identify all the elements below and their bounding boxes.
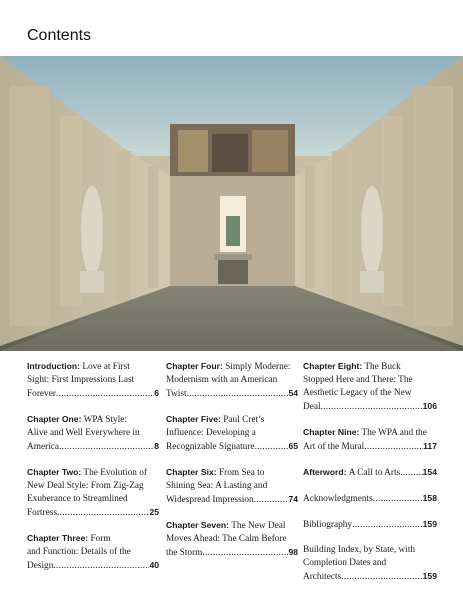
chapter-title-line: Completion Dates and <box>303 558 387 568</box>
dot-leader <box>187 388 289 401</box>
page-number: 159 <box>422 519 437 529</box>
chapter-title-line: Aesthetic Legacy of the New <box>303 388 412 398</box>
chapter-title-line: Love at First <box>82 362 130 372</box>
toc-column-1 <box>27 360 159 585</box>
chapter-label: Chapter Five: <box>166 414 221 424</box>
chapter-title-line: WPA Style: <box>83 415 127 425</box>
chapter-title-line: Shining Sea: A Lasting and <box>166 481 268 491</box>
page-number: 98 <box>288 547 298 557</box>
chapter-title-line: Recognizable Signature <box>166 442 255 452</box>
chapter-title-line: the Storm <box>166 548 203 558</box>
page-number: 158 <box>422 493 437 503</box>
toc-entry[interactable] <box>166 360 298 401</box>
page-number: 65 <box>288 441 298 451</box>
toc-entry[interactable] <box>166 519 298 560</box>
toc-entry[interactable] <box>27 413 159 454</box>
chapter-label: Chapter Four: <box>166 361 223 371</box>
page-number: 54 <box>288 388 298 398</box>
chapter-title-line: Fortress <box>27 508 57 518</box>
dot-leader <box>59 441 154 454</box>
toc-entry[interactable] <box>27 466 159 520</box>
dot-leader <box>341 571 422 584</box>
chapter-title-line: Sight: First Impressions Last <box>27 375 135 385</box>
page-number: 106 <box>422 401 437 411</box>
chapter-title-line: America <box>27 442 60 452</box>
toc-entry[interactable] <box>27 360 159 401</box>
chapter-title-line: Exuberance to Streamlined <box>27 494 128 504</box>
dot-leader <box>53 560 149 573</box>
toc-entry[interactable] <box>303 492 437 506</box>
chapter-title-line: A Call to Arts <box>348 468 401 478</box>
museum-hall-photo <box>0 56 463 351</box>
page-number: 117 <box>423 441 437 451</box>
chapter-title-line: New Deal Style: From Zig-Zag <box>27 481 144 491</box>
chapter-title-line: Forever <box>27 389 56 399</box>
chapter-title-line: Moves Ahead: The Calm Before <box>166 534 287 544</box>
chapter-title-line: The New Deal <box>231 521 286 531</box>
toc-entry[interactable] <box>303 360 437 414</box>
chapter-label: Chapter Seven: <box>166 520 230 530</box>
dot-leader <box>56 388 154 401</box>
dot-leader <box>202 547 288 560</box>
page-number: 8 <box>154 441 159 451</box>
chapter-title-line: Design <box>27 561 54 571</box>
dot-leader <box>254 494 289 507</box>
chapter-label: Afterword: <box>303 467 347 477</box>
dot-leader <box>255 441 289 454</box>
chapter-title-line: The WPA and the <box>361 428 427 438</box>
chapter-title-line: Acknowledgments <box>303 494 373 504</box>
chapter-label: Chapter Two: <box>27 467 82 477</box>
chapter-title-line: Art of the Mural <box>303 442 365 452</box>
toc-entry[interactable] <box>303 518 437 532</box>
toc-entry[interactable] <box>303 426 437 454</box>
chapter-title-line: Widespread Impression <box>166 495 254 505</box>
chapter-title-line: Building Index, by State, with <box>303 545 416 555</box>
chapter-title-line: Influence: Developing a <box>166 428 256 438</box>
page-title: Contents <box>27 27 92 44</box>
toc-entry[interactable] <box>166 466 298 507</box>
toc-entry[interactable] <box>303 466 437 480</box>
dot-leader <box>400 467 422 480</box>
chapter-title-line: From Sea to <box>218 468 265 478</box>
page-number: 74 <box>288 494 298 504</box>
chapter-title-line: and Function: Details of the <box>27 547 131 557</box>
chapter-title-line: Paul Cret’s <box>223 415 265 425</box>
chapter-label: Introduction: <box>27 361 80 371</box>
chapter-title-line: Alive and Well Everywhere in <box>27 428 140 438</box>
page-number: 6 <box>154 388 159 398</box>
chapter-label: Chapter Three: <box>27 533 89 543</box>
chapter-title-line: The Buck <box>364 362 401 372</box>
page-number: 40 <box>149 560 159 570</box>
chapter-title-line: Twist <box>166 389 187 399</box>
chapter-title-line: Modernism with an American <box>166 375 278 385</box>
dot-leader <box>321 401 423 414</box>
chapter-title-line: The Evolution of <box>83 468 147 478</box>
chapter-label: Chapter Six: <box>166 467 217 477</box>
dot-leader <box>373 493 423 506</box>
chapter-label: Chapter Nine: <box>303 427 360 437</box>
chapter-label: Chapter One: <box>27 414 82 424</box>
chapter-title-line: Architects <box>303 572 342 582</box>
chapter-title-line: Simply Moderne: <box>225 362 291 372</box>
toc-entry[interactable] <box>166 413 298 454</box>
dot-leader <box>352 519 423 532</box>
chapter-label: Chapter Eight: <box>303 361 363 371</box>
chapter-title-line: Form <box>90 534 111 544</box>
dot-leader <box>57 507 149 520</box>
page-number: 25 <box>149 507 159 517</box>
chapter-title-line: Bibliography <box>303 520 353 530</box>
chapter-title-line: Deal <box>303 402 321 412</box>
chapter-title-line: Stopped Here and There: The <box>303 375 413 385</box>
page-number: 159 <box>422 571 437 581</box>
toc-entry[interactable] <box>303 544 437 584</box>
page-number: 154 <box>422 467 437 477</box>
toc-column-2 <box>166 360 298 572</box>
dot-leader <box>364 441 423 454</box>
toc-entry[interactable] <box>27 532 159 573</box>
toc-column-3 <box>303 360 437 596</box>
